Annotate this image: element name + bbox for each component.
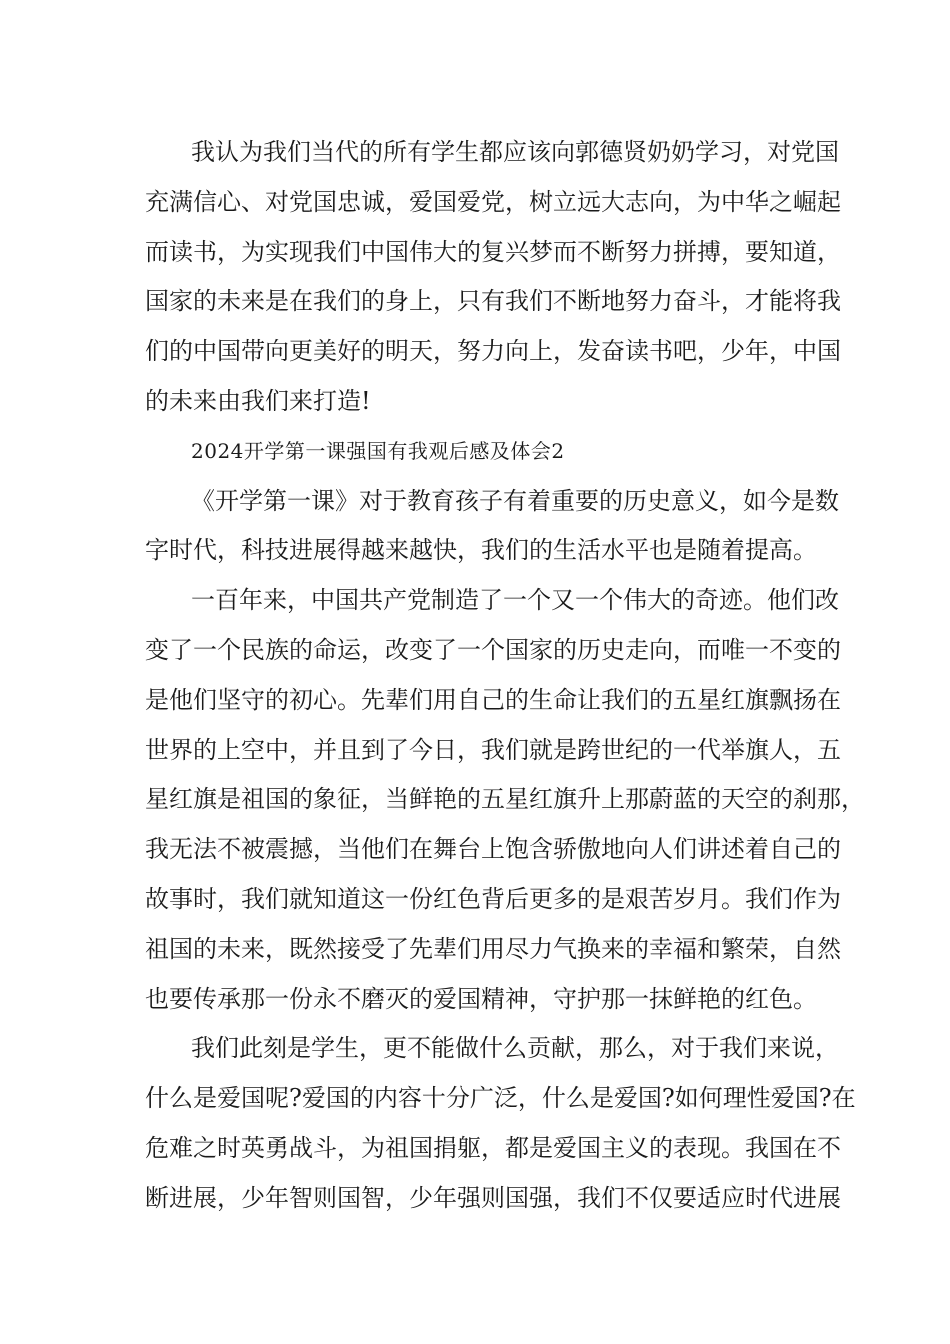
text-line: 而读书，为实现我们中国伟大的复兴梦而不断努力拼搏，要知道， — [145, 237, 841, 266]
text-line: 国家的未来是在我们的身上，只有我们不断地努力奋斗，才能将我 — [145, 287, 841, 316]
text-line: 故事时，我们就知道这一份红色背后更多的是艰苦岁月。我们作为 — [145, 884, 841, 913]
text-line: 祖国的未来，既然接受了先辈们用尽力气换来的幸福和繁荣，自然 — [145, 934, 841, 963]
text-line: 变了一个民族的命运，改变了一个国家的历史走向，而唯一不变的 — [145, 635, 841, 664]
text-line: 我认为我们当代的所有学生都应该向郭德贤奶奶学习，对党国 — [191, 138, 839, 166]
text-line: 的未来由我们来打造! — [145, 386, 371, 415]
text-line: 是他们坚守的初心。先辈们用自己的生命让我们的五星红旗飘扬在 — [145, 685, 841, 714]
text-line: 《开学第一课》对于教育孩子有着重要的历史意义，如今是数 — [191, 486, 839, 515]
text-line: 断进展，少年智则国智，少年强则国强，我们不仅要适应时代进展 — [145, 1183, 841, 1212]
text-line: 星红旗是祖国的象征，当鲜艳的五星红旗升上那蔚蓝的天空的刹那， — [145, 785, 865, 814]
text-line: 什么是爱国呢?爱国的内容十分广泛，什么是爱国?如何理性爱国?在 — [145, 1084, 856, 1113]
text-line: 危难之时英勇战斗，为祖国捐躯，都是爱国主义的表现。我国在不 — [145, 1133, 841, 1162]
text-line: 充满信心、对党国忠诚，爱国爱党，树立远大志向，为中华之崛起 — [145, 187, 841, 216]
document-body — [145, 128, 865, 1224]
text-line: 们的中国带向更美好的明天，努力向上，发奋读书吧，少年，中国 — [145, 337, 841, 366]
text-line: 世界的上空中，并且到了今日，我们就是跨世纪的一代举旗人，五 — [145, 735, 841, 764]
text-line: 一百年来，中国共产党制造了一个又一个伟大的奇迹。他们改 — [191, 586, 839, 615]
section-heading: 2024开学第一课强国有我观后感及体会2 — [191, 438, 565, 463]
text-line: 也要传承那一份永不磨灭的爱国精神，守护那一抹鲜艳的红色。 — [145, 984, 817, 1013]
text-line: 我们此刻是学生，更不能做什么贡献，那么，对于我们来说， — [191, 1034, 839, 1063]
text-line: 字时代，科技进展得越来越快，我们的生活水平也是随着提高。 — [145, 536, 817, 565]
text-line: 我无法不被震撼，当他们在舞台上饱含骄傲地向人们讲述着自己的 — [145, 835, 841, 864]
